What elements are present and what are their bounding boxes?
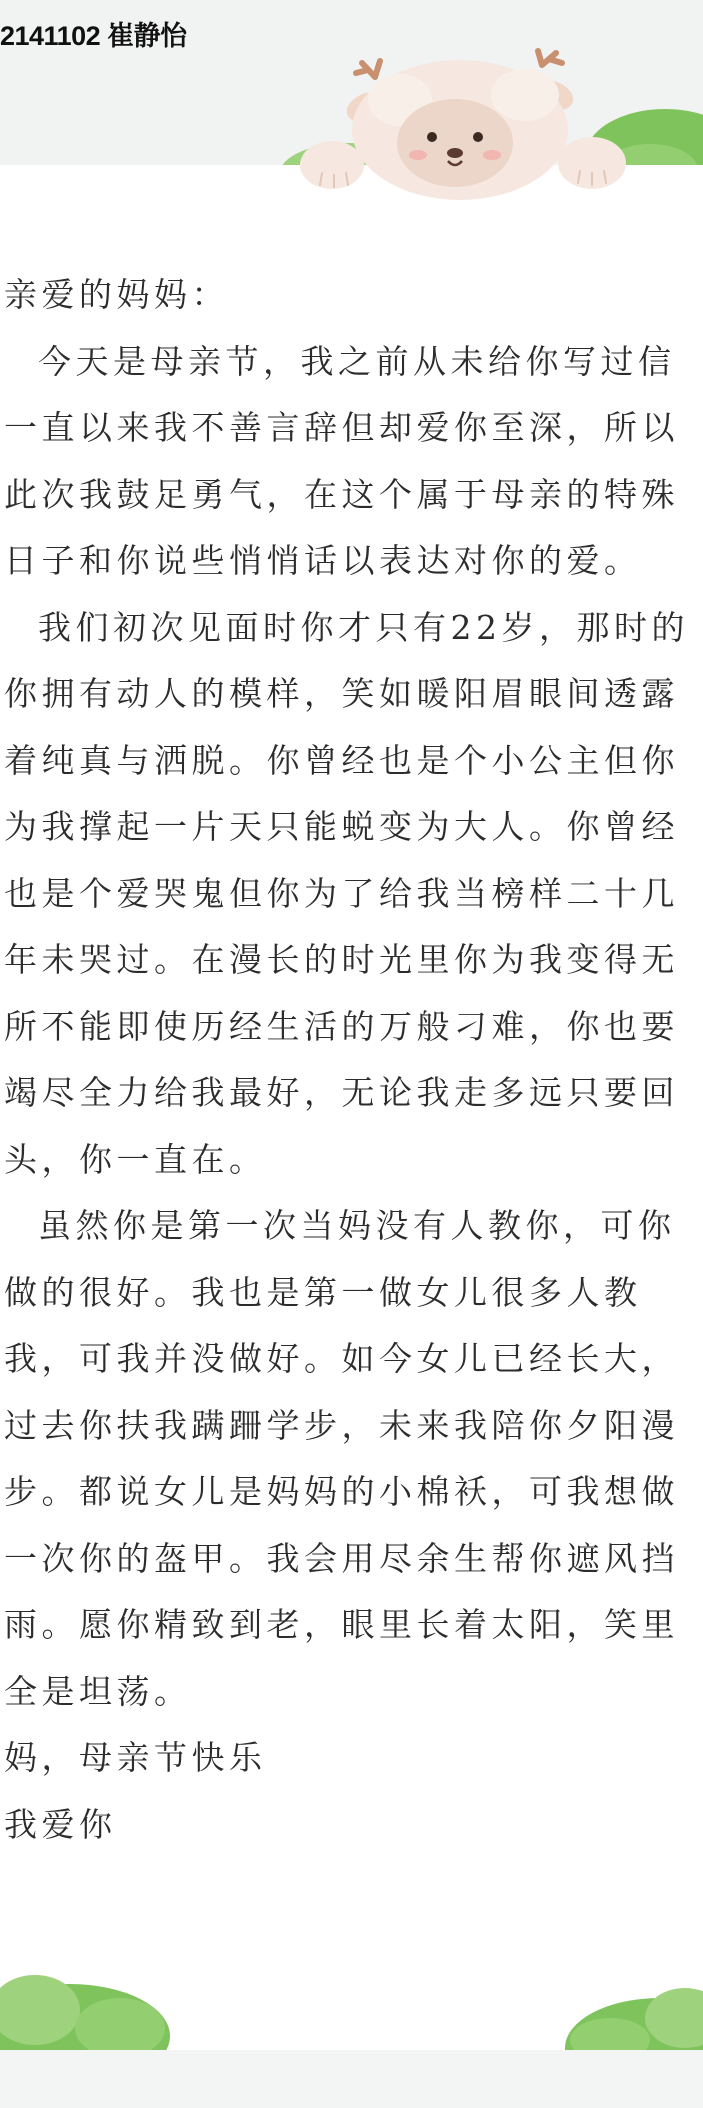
hill-bottom-left-illustration [0,1948,180,2050]
hill-bottom-right-illustration [560,1968,703,2050]
letter-line: 一次你的盔甲。我会用尽余生帮你遮风挡 [4,1538,679,1578]
letter-line: 所不能即使历经生活的万般刁难，你也要 [4,1006,679,1046]
letter-line: 做的很好。我也是第一做女儿很多人教 [4,1272,642,1312]
letter-line: 头，你一直在。 [4,1139,267,1179]
letter-line: 虽然你是第一次当妈没有人教你，可你 [38,1206,676,1245]
letter-line: 你拥有动人的模样，笑如暖阳眉眼间透露 [4,674,679,713]
sheep-mascot-illustration [270,45,703,220]
sheep-eye-right [473,132,483,142]
letter-line: 日子和你说些悄悄话以表达对你的爱。 [4,541,642,580]
letter-line: 着纯真与洒脱。你曾经也是个小公主但你 [4,740,679,780]
antler-left-icon [356,61,380,77]
footer-band [0,2050,703,2108]
letter-signoff: 我爱你 [4,1804,117,1844]
letter-line: 为我撑起一片天只能蜕变为大人。你曾经 [4,807,679,846]
letter-line: 也是个爱哭鬼但你为了给我当榜样二十几 [4,873,679,913]
letter-line: 此次我鼓足勇气，在这个属于母亲的特殊 [4,474,679,514]
sheep-face [397,99,513,187]
letter-line: 一直以来我不善言辞但却爱你至深，所以 [4,408,679,447]
letter-line: 全是坦荡。 [4,1671,192,1711]
sheep-paw-left [300,141,364,189]
letter-line: 竭尽全力给我最好，无论我走多远只要回 [4,1073,679,1112]
letter-line: 我，可我并没做好。如今女儿已经长大， [4,1339,679,1378]
letter-closing: 妈，母亲节快乐 [4,1738,267,1777]
sheep-eye-left [427,132,437,142]
letter-line: 雨。愿你精致到老，眼里长着太阳，笑里 [4,1605,679,1644]
letter-line: 步。都说女儿是妈妈的小棉袄，可我想做 [4,1472,679,1511]
letter-salutation: 亲爱的妈妈： [4,275,229,314]
letter-line: 年未哭过。在漫长的时光里你为我变得无 [4,940,679,979]
antler-right-icon [538,51,562,65]
letter-line: 我们初次见面时你才只有22岁，那时的 [38,607,689,647]
letter-body [4,262,694,1858]
letter-line: 过去你扶我蹒跚学步，未来我陪你夕阳漫 [4,1405,679,1445]
student-id-label: 2141102 崔静怡 [0,21,187,51]
letter-line: 今天是母亲节，我之前从未给你写过信 [38,341,676,381]
